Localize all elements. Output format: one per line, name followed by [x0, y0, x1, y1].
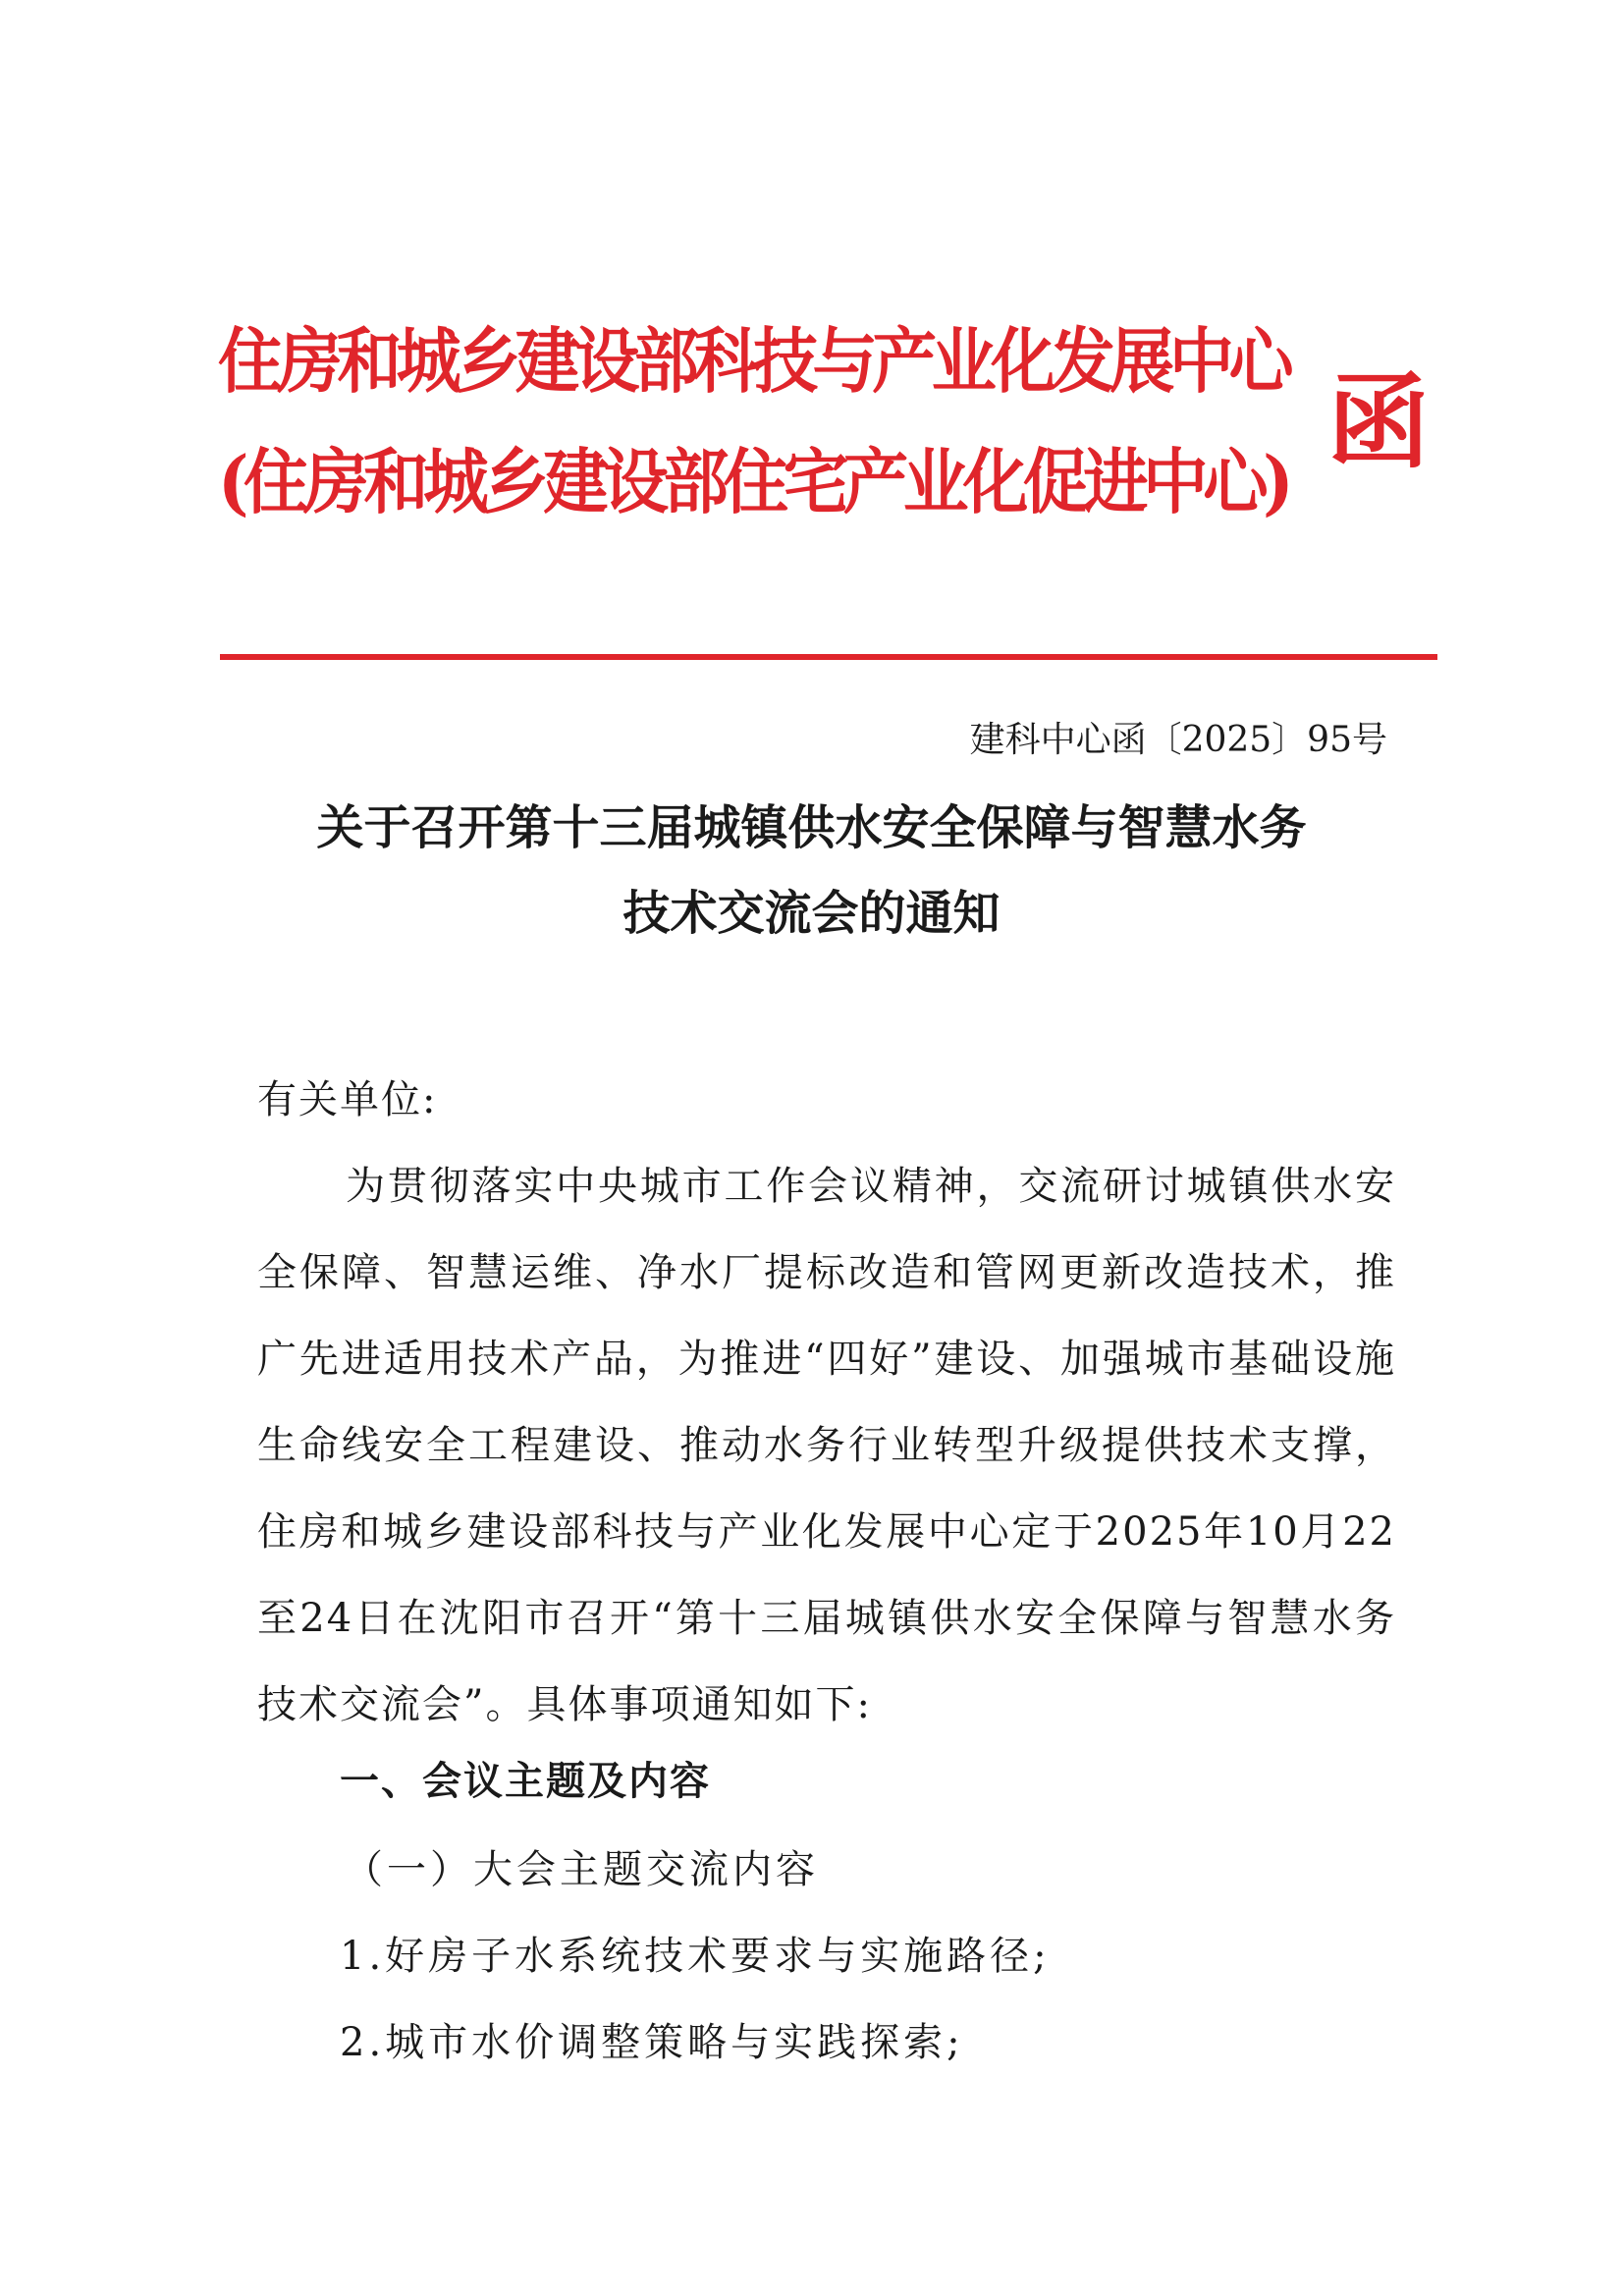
intro-paragraph: 为贯彻落实中央城市工作会议精神，交流研讨城镇供水安全保障、智慧运维、净水厂提标改造和管网更新改造技术，推广先进适用技术产品，为推进“四好”建设、加强城市基础设施生命线安全工程建设、推动水务行业转型升级提供技术支撑，住房和城乡建设部科技与产业化发展中心定于2025年10月22至24日在沈阳市召开“第十三届城镇供水安全保障与智慧水务技术交流会”。具体事项通知如下:	[257, 1164, 1396, 1727]
list-item: 1.好房子水系统技术要求与实施路径;	[340, 1934, 1051, 1979]
document-title	[236, 786, 1387, 957]
red-divider-line	[220, 654, 1437, 660]
list-item: 2.城市水价调整策略与实践探索;	[340, 2020, 964, 2065]
document-number: 建科中心函〔2025〕95号	[969, 720, 1387, 760]
letter-type-mark: 函	[1327, 361, 1431, 482]
section-heading: 一、会议主题及内容	[340, 1759, 711, 1804]
document-title-line-1: 关于召开第十三届城镇供水安全保障与智慧水务	[316, 800, 1307, 855]
organization-name-line-2: (住房和城乡建设部住宅产业化促进中心)	[218, 440, 1289, 523]
subsection-heading: （一）大会主题交流内容	[344, 1847, 819, 1892]
salutation: 有关单位:	[257, 1077, 438, 1122]
organization-name-line-1: 住房和城乡建设部科技与产业化发展中心	[218, 319, 1289, 403]
document-title-line-2: 技术交流会的通知	[622, 886, 1001, 941]
